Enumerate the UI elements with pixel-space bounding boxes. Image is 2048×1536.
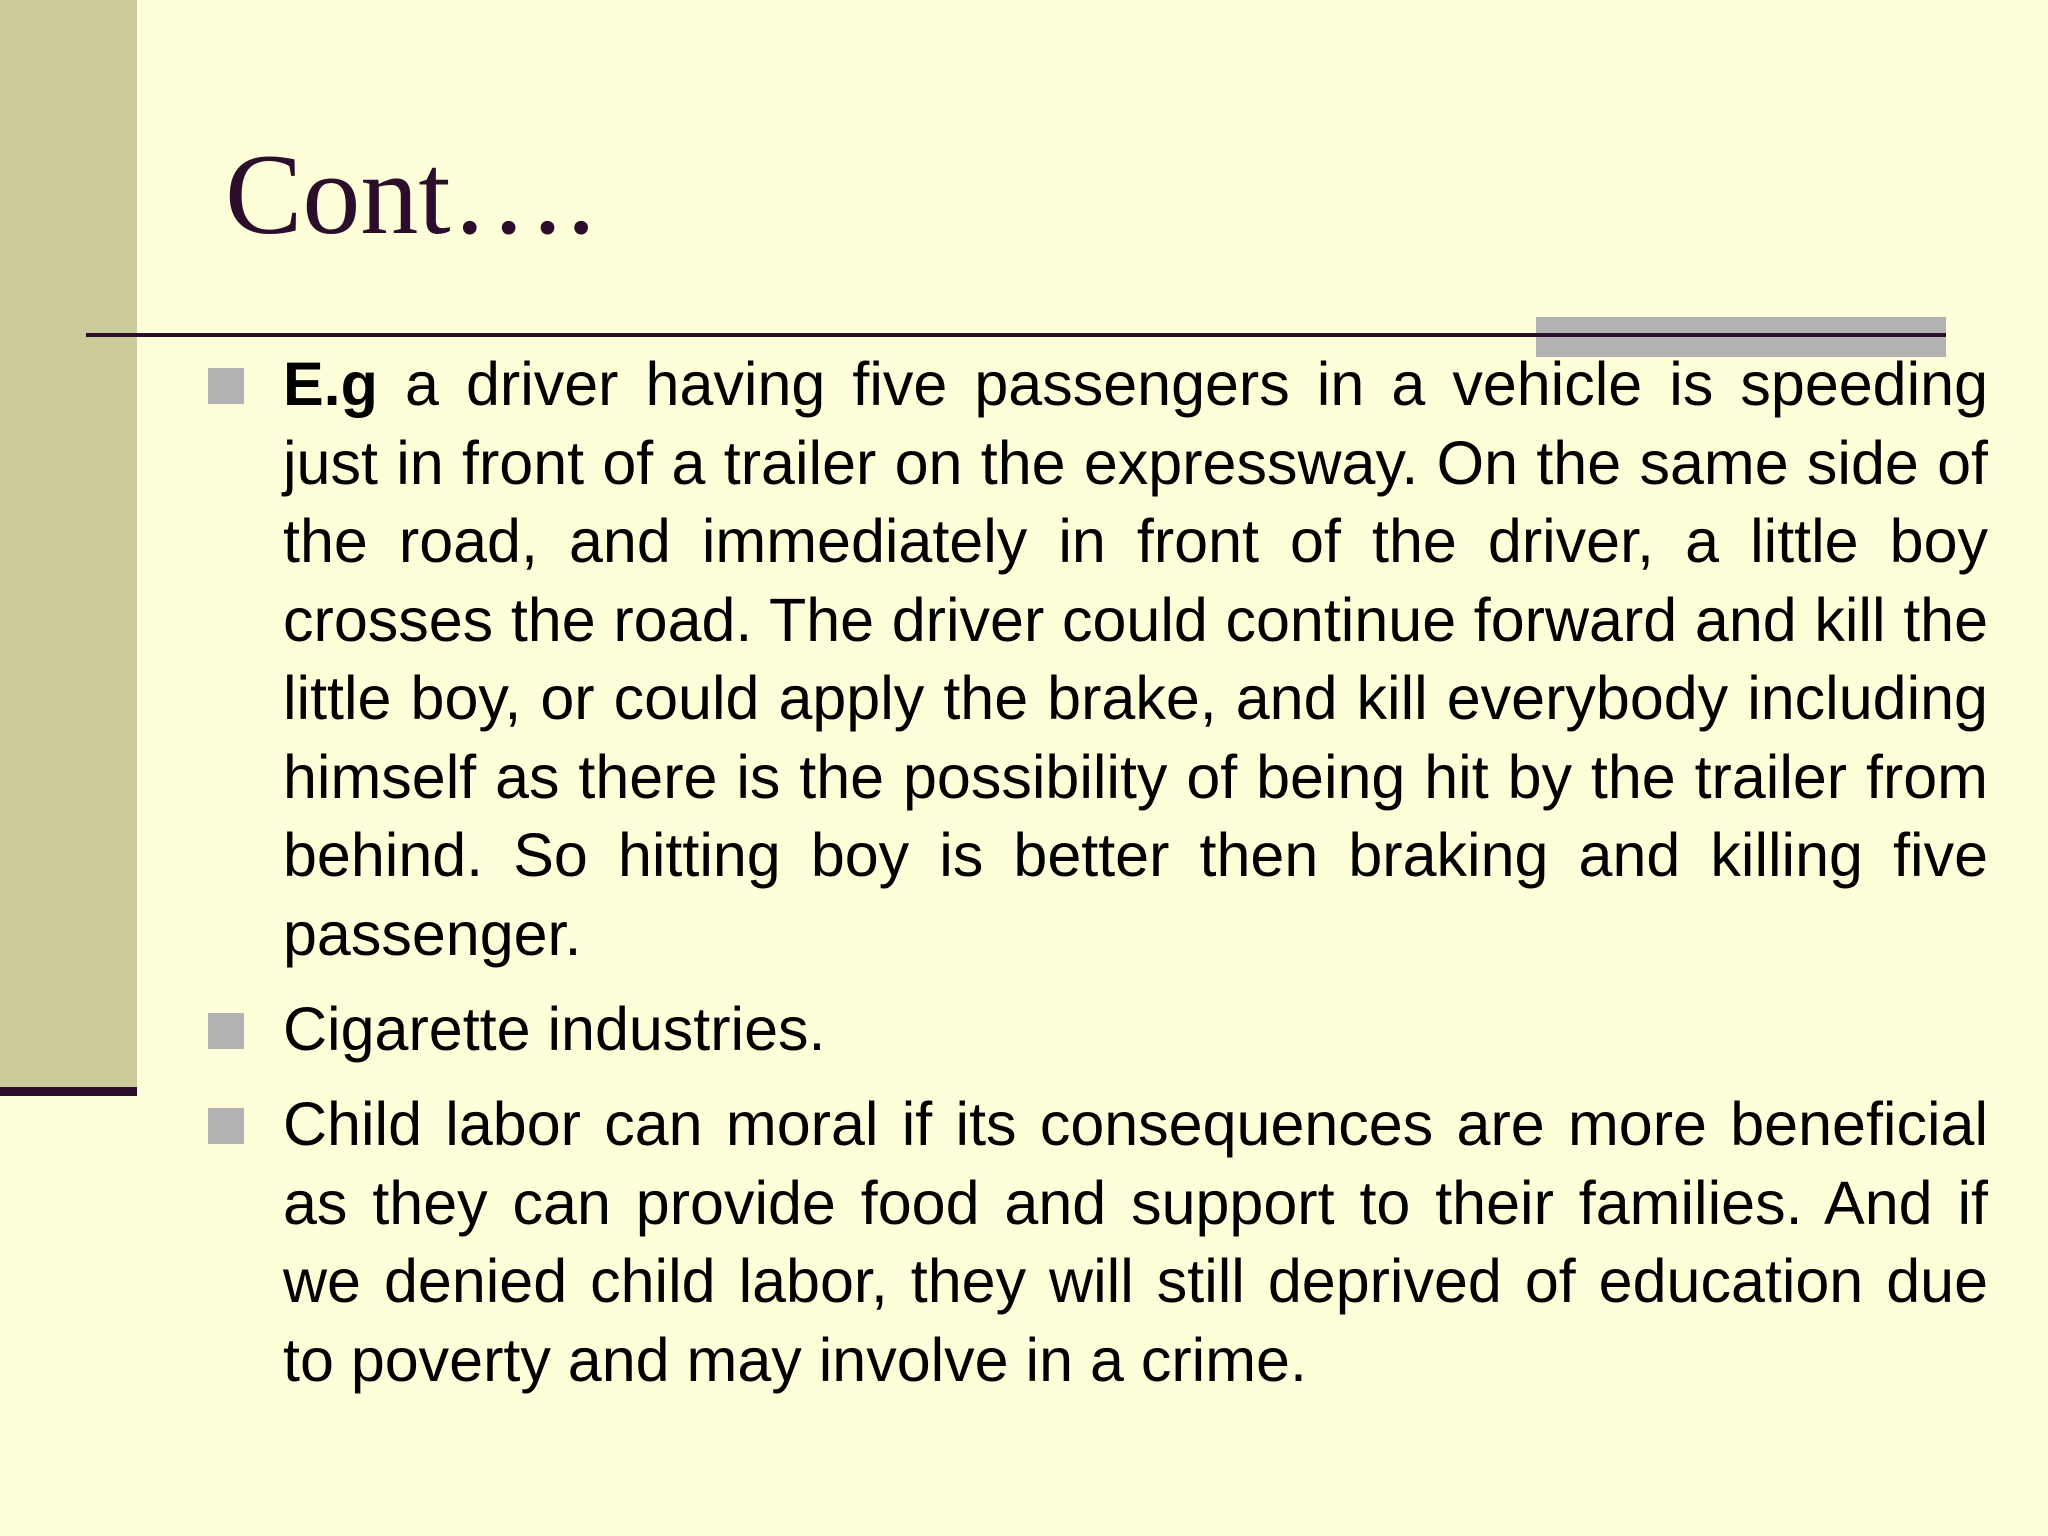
left-bar-divider	[0, 1087, 137, 1096]
bullet-text: Child labor can moral if its consequences are more beneficial as they can provide food and support to their families. And if we denied child labor, they will still deprived of education due to poverty and may involve in a crime.	[283, 1090, 1988, 1394]
bullet-body: a driver having five passengers in a vehicle is speeding just in front of a trailer on the expressway. On the same side of the road, and immediately in front of the driver, a little boy crosses the road. The driver could continue forward and kill the little boy, or could apply the brake, and kill everybody including himself as there is the possibility of being hit by the trailer from behind. So hitting boy is better then braking and killing five passenger.	[283, 350, 1988, 968]
square-bullet-icon	[208, 368, 244, 404]
bullet-text	[283, 345, 1988, 973]
title-divider-overlay	[1536, 333, 1946, 337]
bullet-text: Cigarette industries.	[283, 995, 826, 1063]
left-decorative-bar	[0, 0, 137, 1087]
bullet-lead: E.g	[283, 350, 378, 418]
square-bullet-icon	[208, 1013, 244, 1049]
slide-title: Cont….	[225, 131, 596, 259]
square-bullet-icon	[208, 1108, 244, 1144]
